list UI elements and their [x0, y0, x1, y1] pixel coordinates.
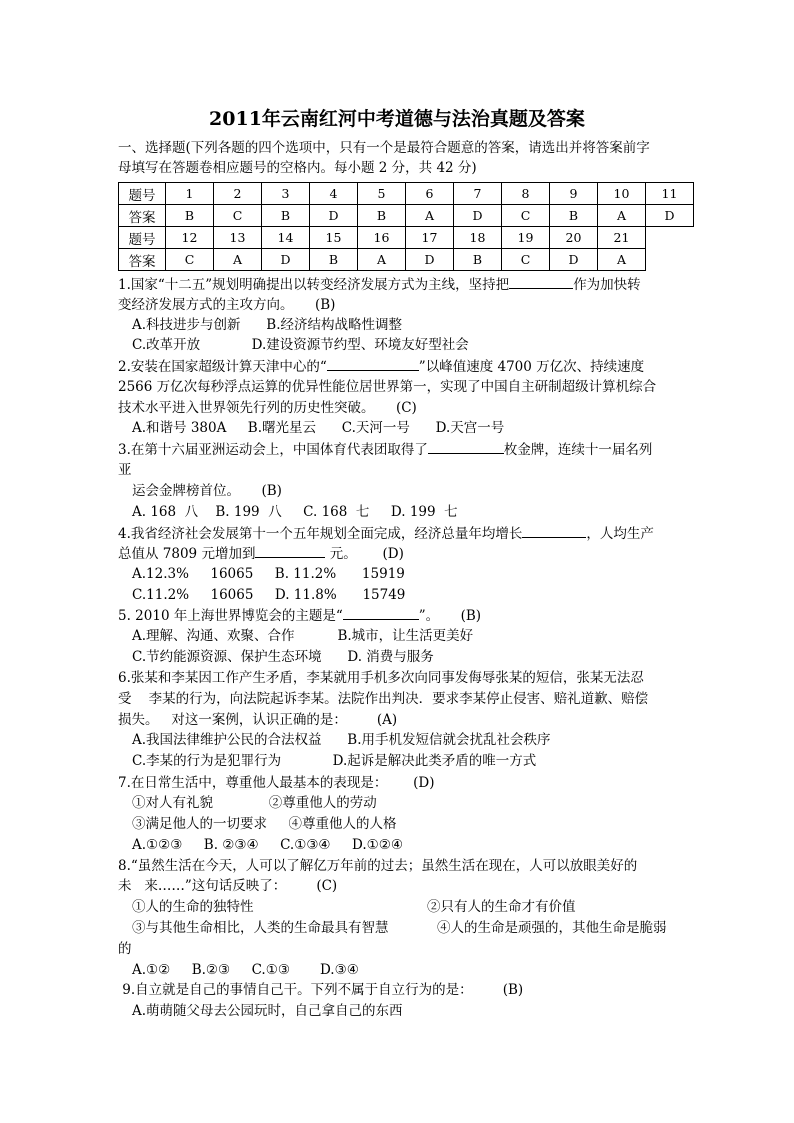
question-statements: ③与其他生命相比，人类的生命最具有智慧 [132, 920, 389, 936]
question-7: 7.在日常生活中，尊重他人最基本的表现是： (D) [118, 775, 435, 791]
table-cell: 5 [358, 183, 406, 205]
question-text: 受 李某的行为，向法院起诉李某。法院作出判决．要求李某停止侵害、赔礼道歉、赔偿 [118, 691, 649, 707]
table-cell: D [550, 249, 598, 271]
table-cell: 19 [502, 227, 550, 249]
table-cell: 21 [598, 227, 646, 249]
question-8: 8.“虽然生活在今天，人可以了解亿万年前的过去；虽然生活在现在，人可以放眼美好的 [118, 858, 638, 874]
table-cell: 9 [550, 183, 598, 205]
table-row [119, 183, 694, 205]
table-cell: 12 [166, 227, 214, 249]
question-options: A.萌萌随父母去公园玩时，自己拿自己的东西 [132, 1003, 403, 1019]
question-text: 损失。 对这一案例，认识正确的是： (A) [118, 712, 398, 728]
table-cell: 10 [598, 183, 646, 205]
table-cell: B [262, 205, 310, 227]
table-header-cell: 题号 [119, 227, 166, 249]
question-options: C.李某的行为是犯罪行为 D.起诉是解决此类矛盾的唯一方式 [132, 753, 537, 769]
table-cell: B [310, 249, 358, 271]
table-cell: 8 [502, 183, 550, 205]
table-cell: 11 [646, 183, 694, 205]
table-cell: C [502, 205, 550, 227]
question-2: 2.安装在国家超级计算天津中心的“ ”以峰值速度 4700 万亿次、持续速度 [118, 356, 644, 377]
question-options: A.①②③ B. ②③④ C.①③④ D.①②④ [132, 837, 403, 853]
table-cell: 18 [454, 227, 502, 249]
empty-cell [646, 227, 694, 249]
question-statements: ④人的生命是顽强的，其他生命是脆弱 [437, 920, 667, 936]
table-cell: A [214, 249, 262, 271]
table-cell: A [598, 249, 646, 271]
question-text: 2566 万亿次每秒浮点运算的优异性能位居世界第一，实现了中国自主研制超级计算机综合 [118, 379, 657, 395]
question-text: 技术水平进入世界领先行列的历史性突破。 (C) [118, 400, 417, 416]
section-intro: 一、选择题(下列各题的四个选项中，只有一个是最符合题意的答案，请选出并将答案前字 [118, 140, 650, 156]
question-text: 总值从 7809 元增加到 元。 (D) [118, 543, 404, 564]
table-cell: 20 [550, 227, 598, 249]
question-text: 的 [118, 941, 132, 957]
table-cell: 2 [214, 183, 262, 205]
table-cell: C [502, 249, 550, 271]
question-3: 3.在第十六届亚洲运动会上，中国体育代表团取得了 枚金牌，连续十一届名列 [118, 439, 652, 460]
question-options: A.12.3% 16065 B. 11.2% 15919 [132, 566, 405, 582]
table-cell: C [214, 205, 262, 227]
table-row [119, 205, 694, 227]
table-cell: B [166, 205, 214, 227]
table-cell: B [550, 205, 598, 227]
table-cell: A [358, 249, 406, 271]
table-cell: B [358, 205, 406, 227]
question-4: 4.我省经济社会发展第十一个五年规划全面完成，经济总量年均增长 ，人均生产 [118, 523, 654, 544]
table-cell: 6 [406, 183, 454, 205]
question-text: 运会金牌榜首位。 (B) [132, 483, 282, 499]
question-options: A.和谐号 380A B.曙光星云 C.天河一号 D.天宫一号 [132, 420, 505, 436]
table-cell: D [262, 249, 310, 271]
table-cell: 13 [214, 227, 262, 249]
table-cell: 16 [358, 227, 406, 249]
table-cell: 1 [166, 183, 214, 205]
question-statements: ①对人有礼貌 ②尊重他人的劳动 [132, 795, 377, 811]
table-cell: B [454, 249, 502, 271]
table-cell: 17 [406, 227, 454, 249]
table-cell: C [166, 249, 214, 271]
table-header-cell: 答案 [119, 205, 166, 227]
table-cell: 15 [310, 227, 358, 249]
answer-table [118, 182, 694, 271]
document-title: 2011年云南红河中考道德与法治真题及答案 [209, 108, 585, 130]
question-statements: ②只有人的生命才有价值 [427, 899, 576, 915]
question-9: 9.自立就是自己的事情自己干。下列不属于自立行为的是： (B) [118, 982, 524, 998]
question-options: C.节约能源资源、保护生态环境 D. 消费与服务 [132, 649, 434, 665]
table-cell: A [406, 205, 454, 227]
empty-cell [646, 249, 694, 271]
question-options: A. 168 八 B. 199 八 C. 168 七 D. 199 七 [132, 504, 458, 520]
question-statements: ①人的生命的独特性 [132, 899, 254, 915]
question-statements: ③满足他人的一切要求 ④尊重他人的人格 [132, 816, 397, 832]
question-options: A.①② B.②③ C.①③ D.③④ [132, 962, 359, 978]
question-1: 1.国家“十二五”规划明确提出以转变经济发展方式为主线，坚持把 作为加快转 [118, 274, 641, 295]
table-cell: A [598, 205, 646, 227]
question-6: 6.张某和李某因工作产生矛盾，李某就用手机多次向同事发侮辱张某的短信，张某无法忍 [118, 670, 644, 686]
table-cell: 3 [262, 183, 310, 205]
question-text: 未 来……”这句话反映了： (C) [118, 878, 338, 894]
table-row [119, 227, 694, 249]
section-intro: 母填写在答题卷相应题号的空格内。每小题 2 分，共 42 分) [118, 160, 477, 176]
table-cell: 14 [262, 227, 310, 249]
table-row [119, 249, 694, 271]
table-cell: D [646, 205, 694, 227]
table-cell: 7 [454, 183, 502, 205]
table-header-cell: 答案 [119, 249, 166, 271]
question-options: A.我国法律维护公民的合法权益 B.用手机发短信就会扰乱社会秩序 [132, 732, 551, 748]
question-options: C.11.2% 16065 D. 11.8% 15749 [132, 587, 406, 603]
table-cell: D [406, 249, 454, 271]
question-options: A.科技进步与创新 B.经济结构战略性调整 [132, 317, 402, 333]
question-5: 5. 2010 年上海世界博览会的主题是“ ”。 (B) [118, 605, 481, 626]
question-text: 变经济发展方式的主攻方向。 (B) [118, 297, 336, 313]
question-options: A.理解、沟通、欢聚、合作 B.城市，让生活更美好 [132, 628, 474, 644]
table-header-cell: 题号 [119, 183, 166, 205]
question-options: C.改革开放 D.建设资源节约型、环境友好型社会 [132, 337, 469, 353]
question-text: 亚 [118, 462, 132, 478]
table-cell: D [454, 205, 502, 227]
table-cell: 4 [310, 183, 358, 205]
table-cell: D [310, 205, 358, 227]
